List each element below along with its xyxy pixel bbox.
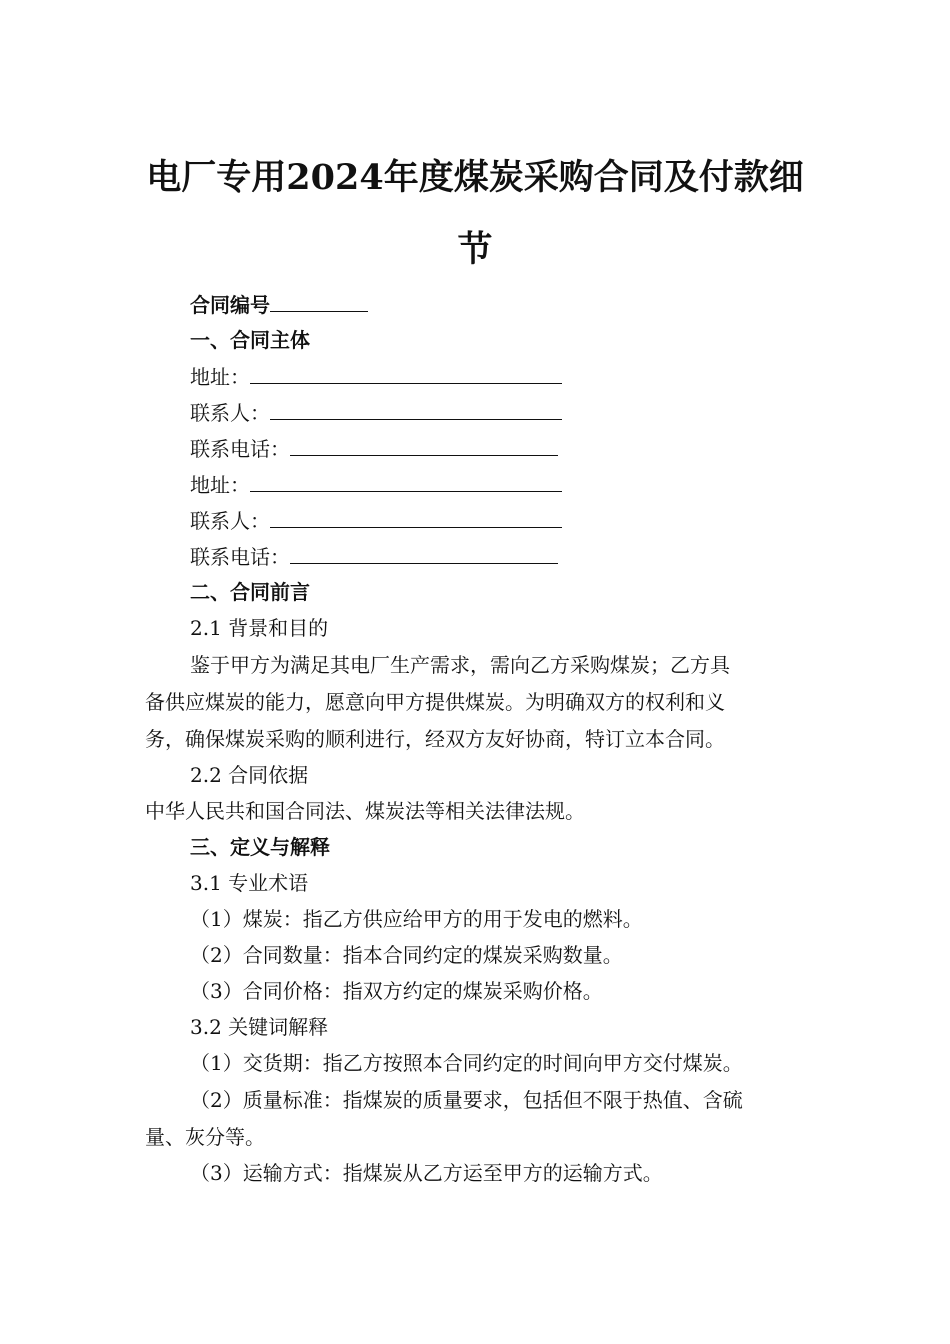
- subsection-heading: 2.2 合同依据: [190, 763, 309, 787]
- subsection-heading: 3.2 关键词解释: [190, 1015, 329, 1039]
- list-item: （1）煤炭：指乙方供应给甲方的用于发电的燃料。: [190, 907, 643, 931]
- field-label: 联系人：: [190, 401, 270, 425]
- list-item-continuation: 量、灰分等。: [145, 1125, 265, 1149]
- contract-number-row: [190, 291, 368, 318]
- party-contact-row: [190, 507, 562, 534]
- field-blank: [250, 363, 562, 384]
- list-item: （1）交货期：指乙方按照本合同约定的时间向甲方交付煤炭。: [190, 1051, 743, 1075]
- paragraph-line: 中华人民共和国合同法、煤炭法等相关法律法规。: [145, 799, 585, 823]
- party-address-row: [190, 471, 562, 498]
- party-contact-row: [190, 399, 562, 426]
- subsection-heading: 2.1 背景和目的: [190, 616, 329, 640]
- field-blank: [290, 435, 558, 456]
- section3-heading: 三、定义与解释: [190, 835, 330, 859]
- contract-number-label: 合同编号: [190, 293, 270, 317]
- field-label: 地址：: [190, 365, 250, 389]
- paragraph-line: 备供应煤炭的能力，愿意向甲方提供煤炭。为明确双方的权利和义: [145, 690, 725, 714]
- party-address-row: [190, 363, 562, 390]
- field-label: 联系人：: [190, 509, 270, 533]
- paragraph-line: 鉴于甲方为满足其电厂生产需求，需向乙方采购煤炭；乙方具: [190, 653, 730, 677]
- field-label: 地址：: [190, 473, 250, 497]
- field-blank: [270, 399, 562, 420]
- document-title-line2: 节: [457, 229, 493, 270]
- list-item: （2）合同数量：指本合同约定的煤炭采购数量。: [190, 943, 623, 967]
- section1-heading: 一、合同主体: [190, 328, 310, 352]
- field-blank: [270, 507, 562, 528]
- document-title-line1: 电厂专用2024年度煤炭采购合同及付款细: [146, 157, 804, 198]
- list-item: （3）运输方式：指煤炭从乙方运至甲方的运输方式。: [190, 1161, 663, 1185]
- field-label: 联系电话：: [190, 437, 290, 461]
- paragraph-line: 务，确保煤炭采购的顺利进行，经双方友好协商，特订立本合同。: [145, 727, 725, 751]
- section2-heading: 二、合同前言: [190, 580, 310, 604]
- list-item: （3）合同价格：指双方约定的煤炭采购价格。: [190, 979, 603, 1003]
- subsection-heading: 3.1 专业术语: [190, 871, 309, 895]
- field-blank: [250, 471, 562, 492]
- list-item: （2）质量标准：指煤炭的质量要求，包括但不限于热值、含硫: [190, 1088, 743, 1112]
- party-phone-row: [190, 543, 558, 570]
- field-label: 联系电话：: [190, 545, 290, 569]
- contract-number-blank: [270, 291, 368, 312]
- field-blank: [290, 543, 558, 564]
- party-phone-row: [190, 435, 558, 462]
